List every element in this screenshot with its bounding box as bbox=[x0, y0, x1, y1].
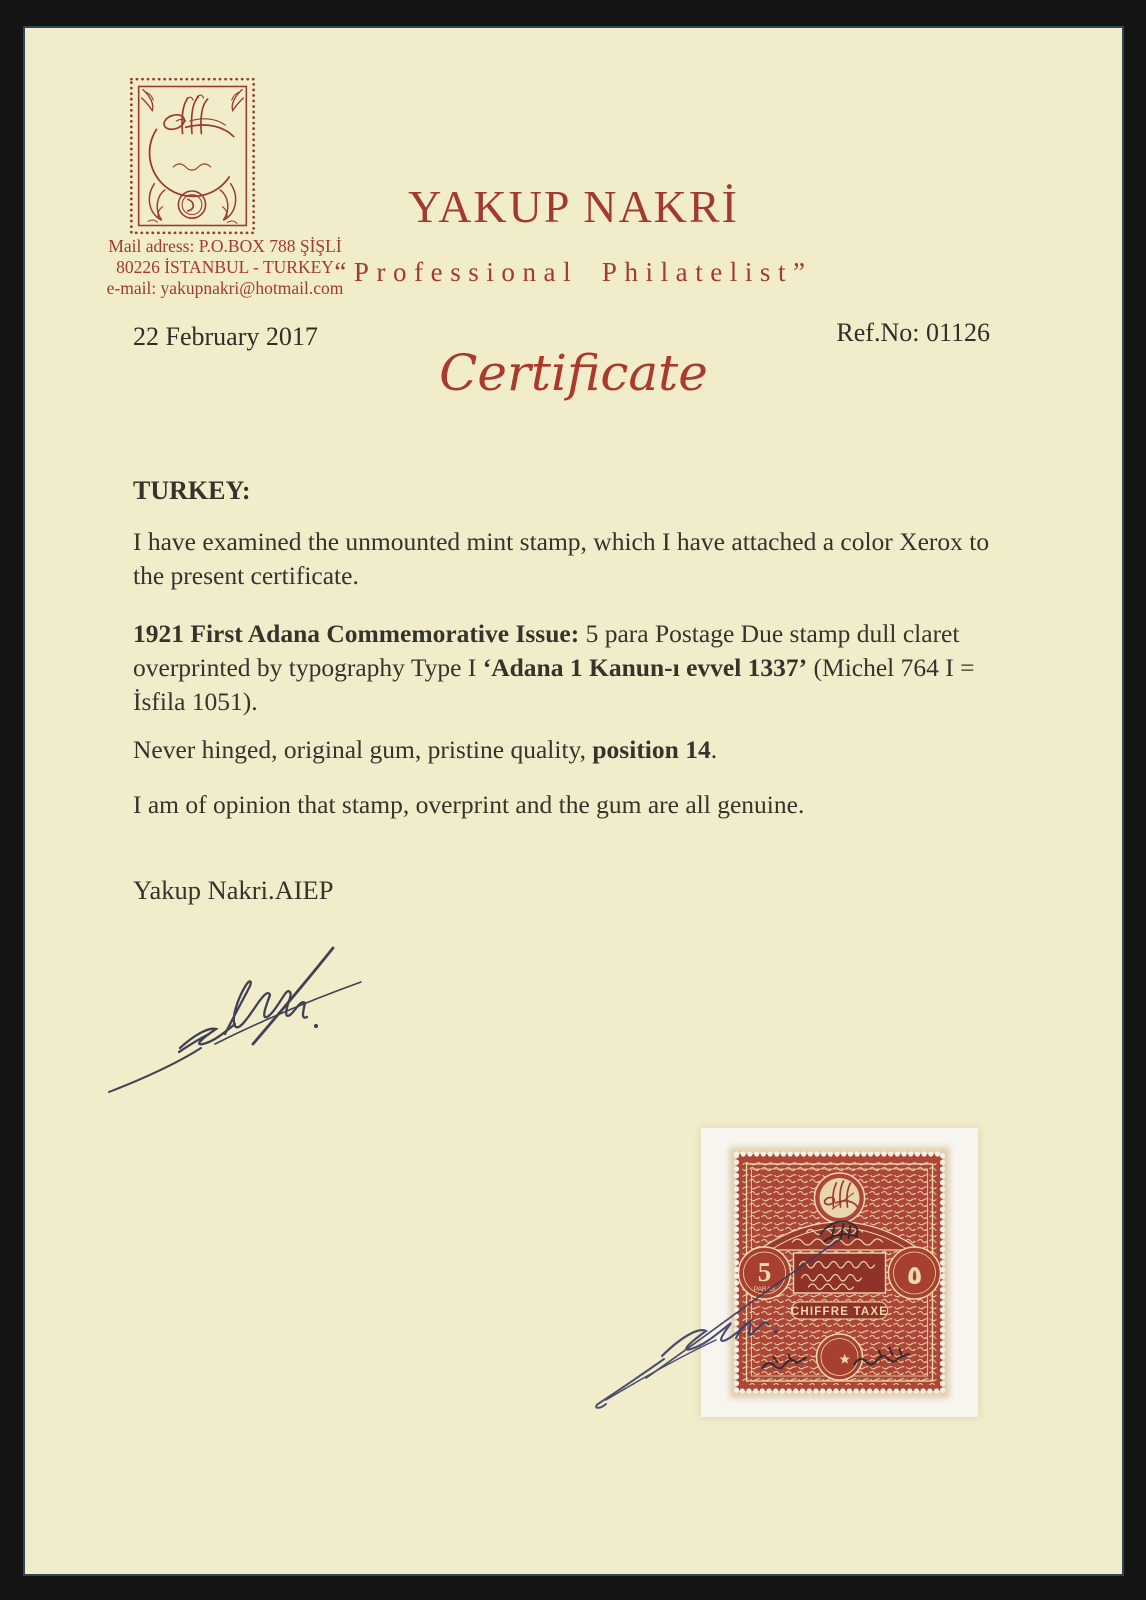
certificate-paper bbox=[25, 28, 1122, 1574]
stamp-inscription: CHIFFRE TAXE bbox=[790, 1306, 889, 1318]
expert-signature bbox=[95, 916, 375, 1096]
certificate-date: 22 February 2017 bbox=[133, 322, 318, 351]
stamp-photo-card bbox=[701, 1128, 978, 1417]
postage-due-stamp-image bbox=[701, 1128, 978, 1417]
address-line-3: e-mail: yakupnakri@hotmail.com bbox=[106, 278, 344, 298]
stamp-value-right: ٥ bbox=[906, 1261, 923, 1291]
statement-paragraph-1: I have examined the unmounted mint stamp, which I have attached a color Xerox to the present certificate. bbox=[133, 527, 990, 590]
position-note: position 14 bbox=[592, 735, 711, 764]
signatory-name: Yakup Nakri.AIEP bbox=[133, 875, 334, 905]
stamp-value-left: 5 bbox=[757, 1257, 772, 1287]
statement-paragraph-4: I am of opinion that stamp, overprint and the gum are all genuine. bbox=[133, 790, 805, 819]
overprint-name: ‘Adana 1 Kanun-ı evvel 1337’ bbox=[482, 653, 808, 682]
condition-text: Never hinged, original gum, pristine quality, bbox=[133, 735, 593, 764]
issue-description: 5 para Postage Due stamp dull claret overprinted by typography Type I bbox=[133, 619, 960, 682]
condition-period: . bbox=[710, 735, 718, 764]
stamp-value-unit: PARAS bbox=[753, 1286, 776, 1293]
address-line-1: Mail adress: P.O.BOX 788 ŞİŞLİ bbox=[108, 236, 342, 256]
issue-title: 1921 First Adana Commemorative Issue: bbox=[133, 619, 580, 648]
statement-paragraph-3 bbox=[133, 733, 1015, 767]
certificate-heading: Certificate bbox=[439, 344, 708, 402]
country-heading: TURKEY: bbox=[133, 476, 251, 505]
catalogue-reference: (Michel 764 I = İsfila 1051). bbox=[133, 653, 975, 716]
philatelist-tagline: “Professional Philatelist” bbox=[334, 257, 813, 287]
reference-number: Ref.No: 01126 bbox=[836, 318, 990, 347]
statement-paragraph-2 bbox=[133, 617, 1015, 719]
philatelist-name: YAKUP NAKRİ bbox=[408, 181, 739, 232]
address-line-2: 80226 İSTANBUL - TURKEY bbox=[116, 257, 334, 277]
